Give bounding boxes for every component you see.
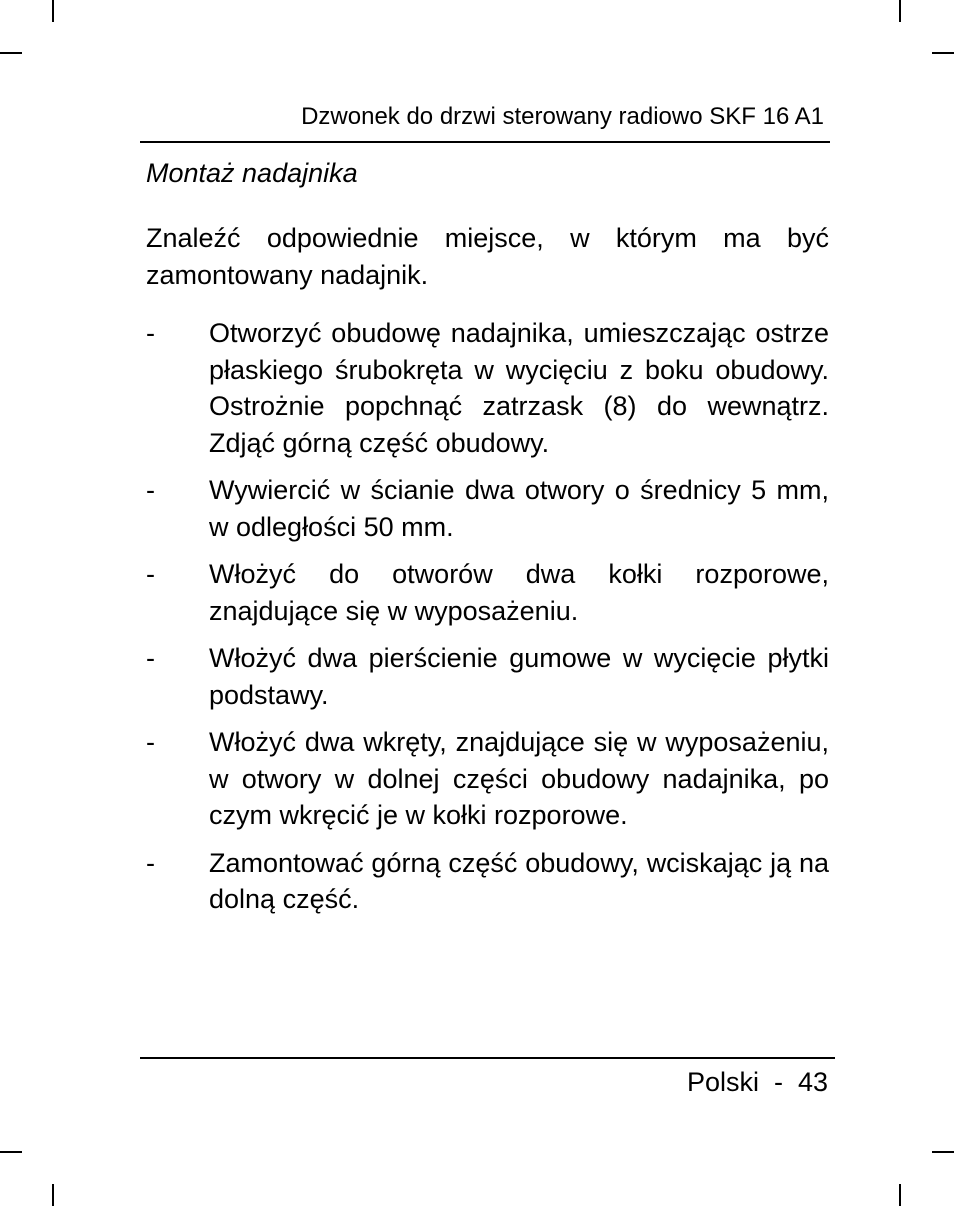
page-number: Polski - 43 [686, 1067, 828, 1097]
list-item-text: Włożyć dwa wkręty, znajdujące się w wyposażeniu, w otwory w dolnej części obudowy nadajnika, po czym wkręcić je w kołki rozporowe. [209, 727, 829, 830]
list-dash: - [146, 847, 155, 878]
list-dash: - [146, 643, 155, 673]
footer-rule [140, 1057, 835, 1059]
crop-mark-bottom-right-horizontal [932, 1151, 954, 1153]
header-rule [140, 141, 830, 143]
list-item [146, 472, 829, 545]
list-item-text: Zamontować górną część obudowy, wciskając ją na dolną część. [209, 847, 829, 914]
list-dash: - [146, 727, 155, 757]
list-dash: - [146, 318, 155, 348]
list-item-text: Wywiercić w ścianie dwa otwory o średnicy 5 mm, w odległości 50 mm. [209, 475, 829, 542]
crop-mark-top-left-horizontal [0, 52, 22, 54]
list-dash: - [146, 475, 155, 505]
crop-mark-top-right-vertical [899, 0, 901, 22]
list-item [146, 556, 829, 629]
crop-mark-bottom-left-horizontal [0, 1151, 22, 1153]
list-item-text: Otworzyć obudowę nadajnika, umieszczając ostrze płaskiego śrubokręta w wycięciu z boku obudowy. Ostrożnie popchnąć zatrzask (8) do wewnątrz. Zdjąć górną część obudowy. [209, 318, 829, 458]
list-item [146, 845, 829, 918]
list-item [146, 640, 829, 713]
crop-mark-bottom-right-vertical [899, 1184, 901, 1206]
crop-mark-top-right-horizontal [932, 52, 954, 54]
list-item-text: Włożyć do otworów dwa kołki rozporowe, znajdujące się w wyposażeniu. [209, 559, 829, 626]
list-item [146, 724, 829, 834]
instruction-list [146, 315, 829, 929]
list-item-text: Włożyć dwa pierścienie gumowe w wycięcie płytki podstawy. [209, 643, 829, 710]
list-item [146, 315, 829, 461]
intro-paragraph: Znaleźć odpowiednie miejsce, w którym ma być zamontowany nadajnik. [146, 223, 829, 290]
list-dash: - [146, 559, 155, 589]
running-header: Dzwonek do drzwi sterowany radiowo SKF 16 A1 [301, 103, 824, 130]
section-title: Montaż nadajnika [146, 158, 358, 188]
crop-mark-bottom-left-vertical [52, 1184, 54, 1206]
crop-mark-top-left-vertical [52, 0, 54, 22]
